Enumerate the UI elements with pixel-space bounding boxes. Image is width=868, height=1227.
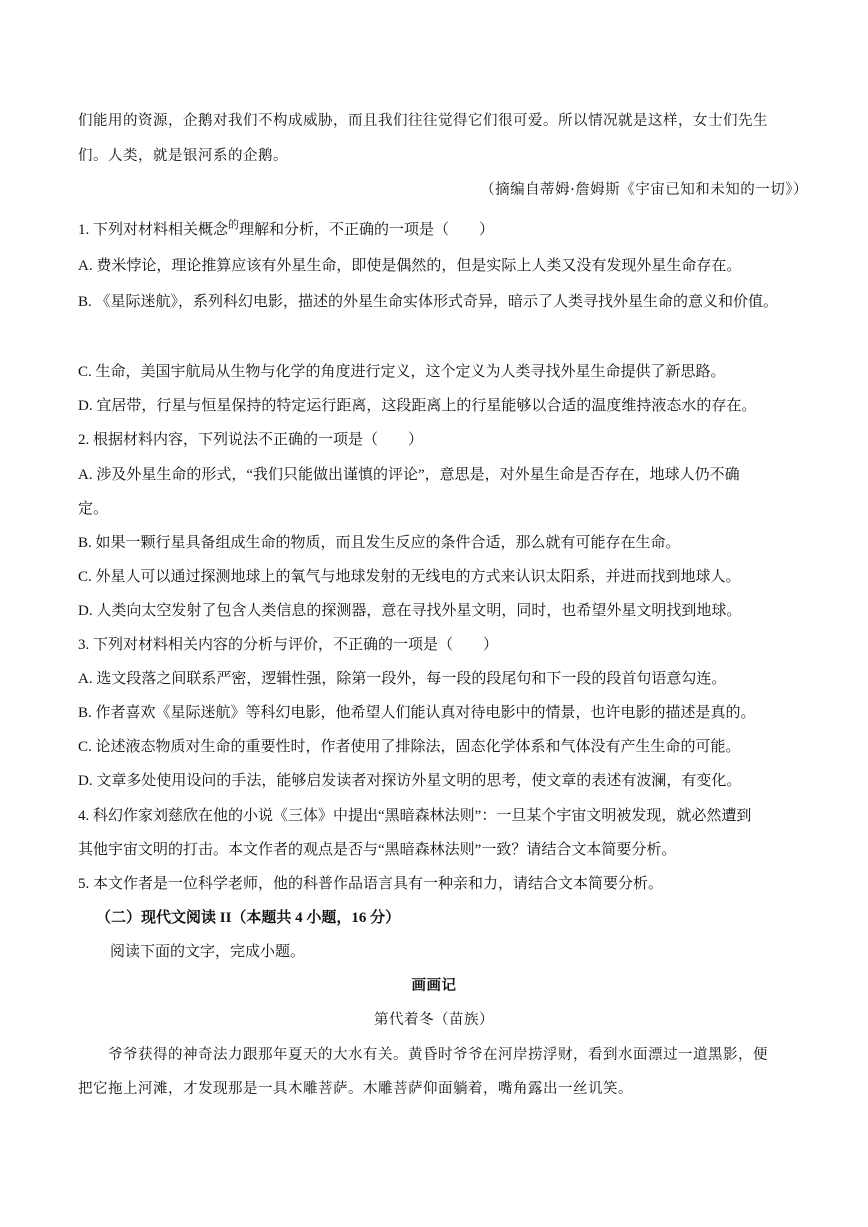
question-2-option-a-cont: 定。 — [78, 501, 109, 517]
question-2-option-b: B. 如果一颗行星具备组成生命的物质，而且发生反应的条件合适，那么就有可能存在生命。 — [78, 535, 681, 551]
passage-line: 们能用的资源，企鹅对我们不构成威胁，而且我们往往觉得它们很可爱。所以情况就是这样，女士们先生 — [78, 113, 768, 129]
story-paragraph-line: 把它拖上河滩，才发现那是一具木雕菩萨。木雕菩萨仰面躺着，嘴角露出一丝讥笑。 — [78, 1081, 633, 1097]
question-2-stem: 2. 根据材料内容，下列说法不正确的一项是（ ） — [78, 432, 424, 448]
question-3-option-a: A. 选文段落之间联系严密，逻辑性强，除第一段外，每一段的段尾句和下一段的段首句语意勾连。 — [78, 671, 727, 687]
question-3-stem: 3. 下列对材料相关内容的分析与评价，不正确的一项是（ ） — [78, 637, 499, 653]
story-paragraph-line: 爷爷获得的神奇法力跟那年夏天的大水有关。黄昏时爷爷在河岸捞浮财，看到水面漂过一道黑影，便 — [108, 1047, 768, 1063]
question-4-line: 其他宇宙文明的打击。本文作者的观点是否与“黑暗森林法则”一致？请结合文本简要分析。 — [78, 842, 677, 858]
passage-line: 们。人类，就是银河系的企鹅。 — [78, 148, 288, 164]
question-3-option-d: D. 文章多处使用设问的手法，能够启发读者对探访外星文明的思考，使文章的表述有波澜，有变化。 — [78, 773, 742, 789]
question-1-option-d: D. 宜居带，行星与恒星保持的特定运行距离，这段距离上的行星能够以合适的温度维持液态水的存在。 — [78, 398, 757, 414]
section-instruction: 阅读下面的文字，完成小题。 — [110, 944, 306, 960]
story-author: 第代着冬（苗族） — [374, 1012, 494, 1028]
passage-source: （摘编自蒂姆·詹姆斯《宇宙已知和未知的一切》） — [480, 182, 808, 198]
question-1-option-a: A. 费米悖论，理论推算应该有外星生命，即使是偶然的，但是实际上人类又没有发现外星生命存在。 — [78, 258, 742, 274]
question-1-stem — [78, 220, 494, 241]
question-2-option-a: A. 涉及外星生命的形式，“我们只能做出谨慎的评论”，意思是，对外星生命是否存在，地球人仍不确 — [78, 467, 740, 483]
question-1-option-c: C. 生命，美国宇航局从生物与化学的角度进行定义，这个定义为人类寻找外星生命提供了新思路。 — [78, 364, 726, 380]
question-4-line: 4. 科幻作家刘慈欣在他的小说《三体》中提出“黑暗森林法则”：一旦某个宇宙文明被发现，就必然遭到 — [78, 808, 752, 824]
question-2-option-d: D. 人类向太空发射了包含人类信息的探测器，意在寻找外星文明，同时，也希望外星文明找到地球。 — [78, 603, 742, 619]
question-5: 5. 本文作者是一位科学老师，他的科普作品语言具有一种亲和力，请结合文本简要分析。 — [78, 876, 664, 892]
question-3-option-c: C. 论述液态物质对生命的重要性时，作者使用了排除法，固态化学体系和气体没有产生生命的可能。 — [78, 739, 741, 755]
stem-sup: 的 — [228, 219, 240, 231]
stem-text: 理解和分析，不正确的一项是（ ） — [239, 222, 495, 238]
stem-text: 1. 下列对材料相关概念 — [78, 222, 229, 238]
question-2-option-c: C. 外星人可以通过探测地球上的氧气与地球发射的无线电的方式来认识太阳系，并进而找到地球人。 — [78, 569, 741, 585]
story-title: 画画记 — [411, 977, 457, 994]
question-3-option-b: B. 作者喜欢《星际迷航》等科幻电影，他希望人们能认真对待电影中的情景，也许电影的描述是真的。 — [78, 705, 756, 721]
section-heading: （二）现代文阅读 II（本题共 4 小题，16 分） — [96, 910, 401, 926]
question-1-option-b: B. 《星际迷航》，系列科幻电影，描述的外星生命实体形式奇异，暗示了人类寻找外星生命的意义和价值。 — [78, 294, 779, 310]
